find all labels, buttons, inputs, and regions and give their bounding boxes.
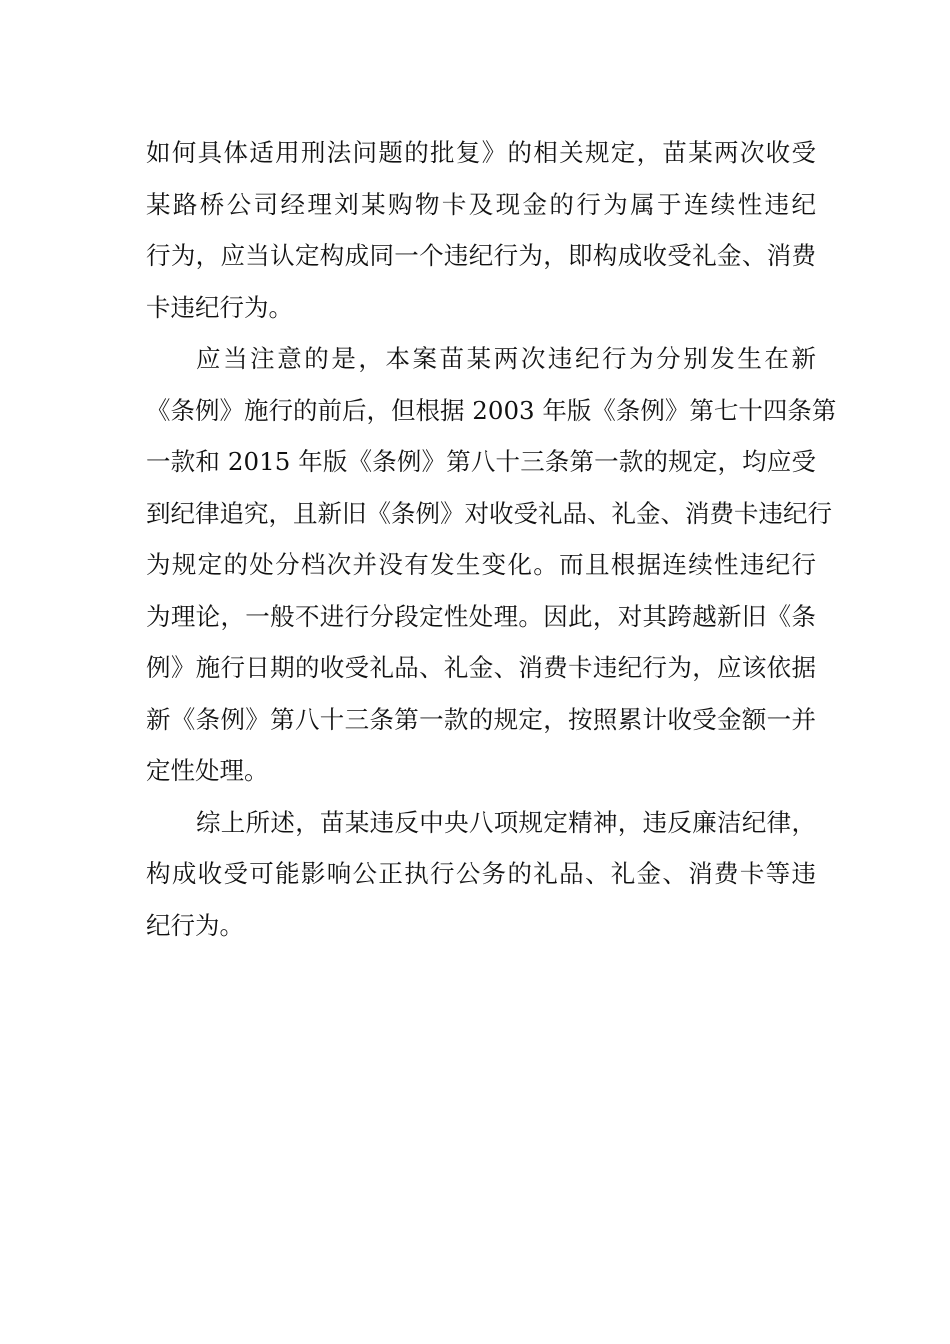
text-line: 为理论，一般不进行分段定性处理。因此，对其跨越新旧《条 [146, 601, 816, 631]
text-line: 如何具体适用刑法问题的批复》的相关规定，苗某两次收受 [146, 138, 816, 167]
text-line: 行为，应当认定构成同一个违纪行为，即构成收受礼金、消费 [146, 241, 816, 270]
text-line: 综上所述，苗某违反中央八项规定精神，违反廉洁纪律， [196, 807, 816, 837]
text-line: 卡违纪行为。 [146, 292, 293, 322]
text-line: 定性处理。 [146, 756, 269, 785]
text-line: 构成收受可能影响公正执行公务的礼品、礼金、消费卡等违 [146, 859, 816, 888]
text-line: 某路桥公司经理刘某购物卡及现金的行为属于连续性违纪 [146, 189, 816, 219]
text-line: 一款和 2015 年版《条例》第八十三条第一款的规定，均应受 [146, 447, 816, 476]
text-line: 应当注意的是，本案苗某两次违纪行为分别发生在新 [196, 344, 816, 373]
text-line: 到纪律追究，且新旧《条例》对收受礼品、礼金、消费卡违纪行 [146, 498, 832, 528]
text-line: 《条例》施行的前后，但根据 2003 年版《条例》第七十四条第 [146, 395, 837, 425]
text-line: 新《条例》第八十三条第一款的规定，按照累计收受金额一并 [146, 704, 816, 734]
text-line: 为规定的处分档次并没有发生变化。而且根据连续性违纪行 [146, 550, 816, 579]
text-line: 纪行为。 [146, 910, 244, 940]
text-line: 例》施行日期的收受礼品、礼金、消费卡违纪行为，应该依据 [146, 653, 816, 682]
document-body [146, 127, 837, 951]
